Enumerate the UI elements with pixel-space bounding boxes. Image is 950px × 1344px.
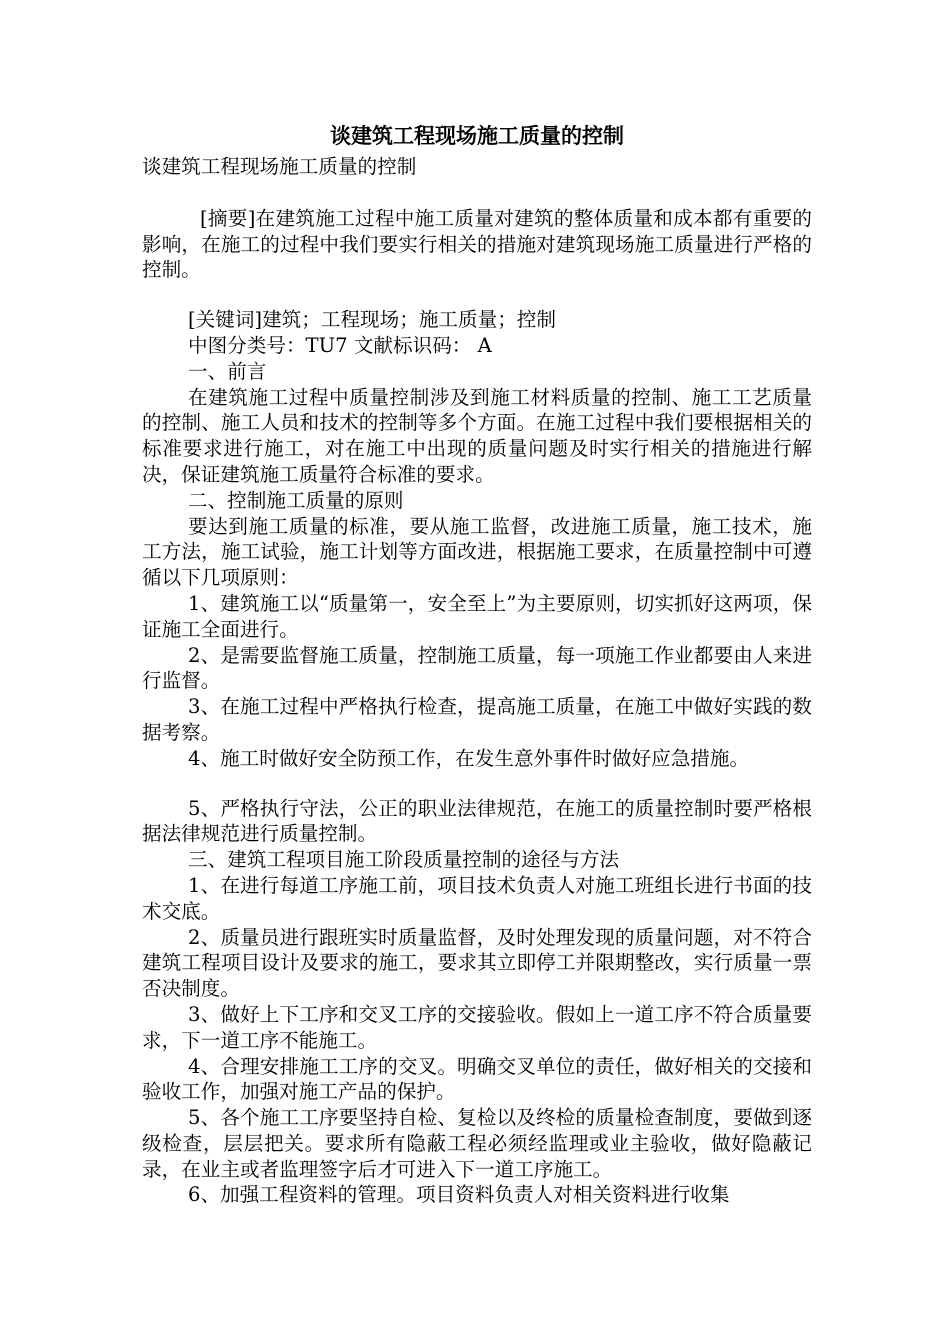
spacer [142, 180, 812, 206]
abstract-paragraph: [摘要]在建筑施工过程中施工质量对建筑的整体质量和成本都有重要的影响，在施工的过程中我们要实行相关的措施对建筑现场施工质量进行严格的控制。 [142, 206, 812, 282]
method-4-paragraph: 4、合理安排施工工序的交叉。明确交叉单位的责任，做好相关的交接和验收工作，加强对施工产品的保护。 [142, 1054, 812, 1104]
keywords-line: [关键词]建筑；工程现场；施工质量；控制 [188, 308, 556, 332]
principle-2-paragraph: 2、是需要监督施工质量，控制施工质量，每一项施工作业都要由人来进行监督。 [142, 643, 812, 693]
method-6-paragraph: 6、加强工程资料的管理。项目资料负责人对相关资料进行收集 [188, 1183, 730, 1207]
section-1-paragraph: 在建筑施工过程中质量控制涉及到施工材料质量的控制、施工工艺质量的控制、施工人员和技术的控制等多个方面。在施工过程中我们要根据相关的标准要求进行施工，对在施工中出现的质量问题及时实行相关的措施进行解决，保证建筑施工质量符合标准的要求。 [142, 385, 812, 486]
principle-4-paragraph: 4、施工时做好安全防预工作，在发生意外事件时做好应急措施。 [188, 746, 750, 770]
principle-1-paragraph: 1、建筑施工以“质量第一，安全至上”为主要原则，切实抓好这两项，保证施工全面进行。 [142, 591, 812, 641]
principle-5-paragraph: 5、严格执行守法，公正的职业法律规范，在施工的质量控制时要严格根据法律规范进行质量控制。 [142, 796, 812, 846]
section-heading-2: 二、控制施工质量的原则 [188, 488, 404, 512]
section-2-intro-paragraph: 要达到施工质量的标准，要从施工监督，改进施工质量，施工技术，施工方法，施工试验，施工计划等方面改进，根据施工要求，在质量控制中可遵循以下几项原则： [142, 514, 812, 590]
principle-3-paragraph: 3、在施工过程中严格执行检查，提高施工质量，在施工中做好实践的数据考察。 [142, 695, 812, 744]
document-subtitle: 谈建筑工程现场施工质量的控制 [142, 155, 417, 178]
spacer [142, 283, 812, 307]
classification-line: 中图分类号：TU7 文献标识码： A [188, 333, 492, 357]
section-heading-1: 一、前言 [188, 359, 267, 383]
document-body [142, 118, 812, 1208]
method-3-paragraph: 3、做好上下工序和交叉工序的交接验收。假如上一道工序不符合质量要求，下一道工序不能施工。 [142, 1002, 812, 1052]
method-5-paragraph: 5、各个施工工序要坚持自检、复检以及终检的质量检查制度，要做到逐级检查，层层把关。要求所有隐蔽工程必须经监理或业主验收，做好隐蔽记录，在业主或者监理签字后才可进入下一道工序施工。 [142, 1106, 812, 1181]
method-2-paragraph: 2、质量员进行跟班实时质量监督，及时处理发现的质量问题，对不符合建筑工程项目设计及要求的施工，要求其立即停工并限期整改，实行质量一票否决制度。 [142, 925, 812, 1001]
spacer [142, 772, 812, 796]
method-1-paragraph: 1、在进行每道工序施工前，项目技术负责人对施工班组长进行书面的技术交底。 [142, 873, 812, 923]
section-heading-3: 三、建筑工程项目施工阶段质量控制的途径与方法 [188, 848, 620, 872]
document-title: 谈建筑工程现场施工质量的控制 [330, 124, 624, 148]
